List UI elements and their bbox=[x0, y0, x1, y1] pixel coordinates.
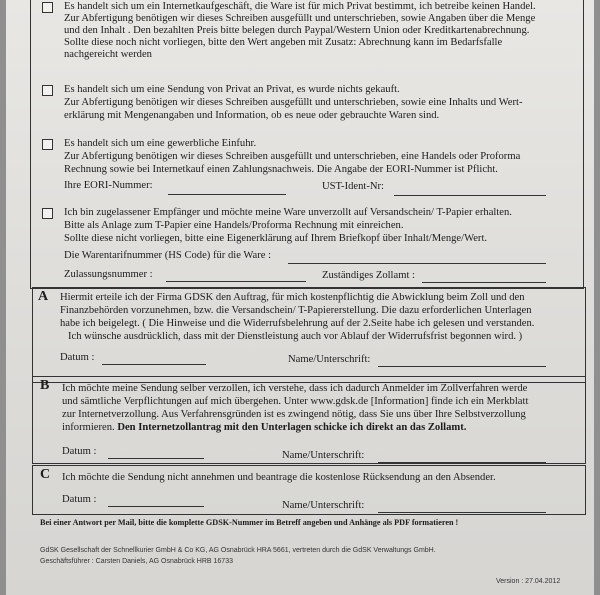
section-c-name-label: Name/Unterschrift: bbox=[282, 500, 365, 511]
section-a-line-2: Finanzbehörden vorzunehmen, bzw. die Versandschein/ T-Papiererstellung. Die dazu erforderlichen Unterlagen bbox=[60, 305, 532, 316]
section-a-name-label: Name/Unterschrift: bbox=[288, 354, 371, 365]
checkbox-commercial-import[interactable] bbox=[42, 139, 53, 150]
option-private-line-2: Zur Abfertigung benötigen wir dieses Schreiben ausgefüllt und unterschrieben, sowie Angaben über die Menge bbox=[64, 13, 536, 24]
customs-form-sheet bbox=[6, 0, 594, 595]
section-b-date-label: Datum : bbox=[62, 446, 97, 457]
footer-company: GdSK Gesellschaft der Schnellkurier GmbH & Co KG, AG Osnabrück HRA 5661, vertreten durch die GdSK Verwaltungs GmbH. bbox=[40, 547, 436, 554]
section-b-date-field[interactable] bbox=[108, 458, 204, 459]
footer-version: Version : 27.04.2012 bbox=[496, 578, 561, 585]
checkbox-approved-recipient[interactable] bbox=[42, 208, 53, 219]
ust-id-field[interactable] bbox=[394, 195, 546, 196]
section-a-date-label: Datum : bbox=[60, 352, 95, 363]
option-gift-line-1: Es handelt sich um eine Sendung von Privat an Privat, es wurde nichts gekauft. bbox=[64, 84, 400, 95]
section-c-signature-field[interactable] bbox=[378, 512, 546, 513]
option-approved-line-2: Bitte als Anlage zum T-Papier eine Handels/Proforma Rechnung mit einreichen. bbox=[64, 220, 404, 231]
checkbox-private-purchase[interactable] bbox=[42, 2, 53, 13]
option-commercial-line-1: Es handelt sich um eine gewerbliche Einfuhr. bbox=[64, 138, 257, 149]
section-a-line-1: Hiermit erteile ich der Firma GDSK den Auftrag, für mich kostenpflichtig die Abwicklung beim Zoll und den bbox=[60, 292, 525, 303]
section-b-signature-field[interactable] bbox=[378, 462, 546, 463]
option-commercial-line-2: Zur Abfertigung benötigen wir dieses Schreiben ausgefüllt und unterschrieben, eine Handels oder Proforma bbox=[64, 151, 521, 162]
section-c-date-label: Datum : bbox=[62, 494, 97, 505]
section-b-line-4-bold: Den Internetzollantrag mit den Unterlagen schicke ich direkt an das Zollamt. bbox=[117, 422, 467, 433]
mail-note: Bei einer Antwort per Mail, bitte die komplette GDSK-Nummer im Betreff angeben und Anhänge als PDF formatieren ! bbox=[40, 518, 459, 527]
option-approved-line-1: Ich bin zugelassener Empfänger und möchte meine Ware unverzollt auf Versandschein/ T-Papier erhalten. bbox=[64, 207, 512, 218]
zulassungsnummer-field[interactable] bbox=[166, 281, 306, 282]
section-c-date-field[interactable] bbox=[108, 506, 204, 507]
section-b-line-4-plain: informieren. bbox=[62, 422, 118, 433]
zollamt-field[interactable] bbox=[422, 282, 546, 283]
section-c-letter: C bbox=[40, 467, 51, 482]
section-b-name-label: Name/Unterschrift: bbox=[282, 450, 365, 461]
section-b-line-2: und sämtliche Verpflichtungen auf mich übergehen. Unter www.gdsk.de [Information] finde ich ein Merkblatt bbox=[62, 396, 529, 407]
section-a-date-field[interactable] bbox=[102, 364, 206, 365]
section-a-letter: A bbox=[38, 289, 49, 304]
section-b-line-1: Ich möchte meine Sendung selber verzollen, ich verstehe, dass ich dadurch Anmelder im Zollverfahren werde bbox=[62, 383, 528, 394]
option-private-line-1: Es handelt sich um ein Internetkaufgeschäft, die Ware ist für mich Privat bestimmt, ich betreibe keinen Handel. bbox=[64, 1, 536, 12]
option-gift-line-2: Zur Abfertigung benötigen wir dieses Schreiben ausgefüllt und unterschrieben, sowie eine Inhalts und Wert- bbox=[64, 97, 523, 108]
section-b-line-3: zur Internetverzollung. Aus Verfahrensgründen ist es zwingend nötig, dass Sie uns über Ihre Selbstverzollung bbox=[62, 409, 526, 420]
section-a-line-4: Ich wünsche ausdrücklich, dass mit der Dienstleistung auch vor Ablauf der Widerrufsfrist begonnen wird. ) bbox=[68, 331, 523, 342]
section-a-signature-field[interactable] bbox=[378, 366, 546, 367]
option-gift-line-3: erklärung mit Mengenangaben und Information, ob es neue oder gebrauchte Waren sind. bbox=[64, 110, 440, 121]
footer-ceo: Geschäftsführer : Carsten Daniels, AG Osnabrück HRB 16733 bbox=[40, 558, 233, 565]
eori-field[interactable] bbox=[168, 194, 286, 195]
section-a-line-3: habe ich beigelegt. ( Die Hinweise und die Widerrufsbelehrung auf der 2.Seite habe ich gelesen und verstanden. bbox=[60, 318, 535, 329]
option-private-line-3: und den Inhalt . Den bezahlten Preis bitte belegen durch Paypal/Western Union oder Kreditkartenabrechnung. bbox=[64, 25, 530, 36]
section-b-line-4 bbox=[62, 422, 466, 434]
section-c-line-1: Ich möchte die Sendung nicht annehmen und beantrage die kostenlose Rücksendung an den Absender. bbox=[62, 472, 496, 483]
eori-label: Ihre EORI-Nummer: bbox=[64, 180, 153, 191]
hs-code-label: Die Warentarifnummer (HS Code) für die Ware : bbox=[64, 250, 272, 261]
option-approved-line-3: Sollte diese nicht vorliegen, bitte eine Eigenerklärung auf Ihrem Briefkopf über Inhalt/Menge/Wert. bbox=[64, 233, 488, 244]
option-private-line-4: Sollte diese noch nicht vorliegen, bitte den Wert angeben mit Zusatz: Abrechnung kann im Bedarfsfalle bbox=[64, 37, 503, 48]
option-private-line-5: nachgereicht werden bbox=[64, 49, 152, 60]
checkbox-private-shipment[interactable] bbox=[42, 85, 53, 96]
section-b-letter: B bbox=[40, 378, 50, 393]
hs-code-field[interactable] bbox=[288, 263, 546, 264]
ust-id-label: UST-Ident-Nr: bbox=[322, 181, 384, 192]
option-commercial-line-3: Rechnung sowie bei Internetkauf einen Zahlungsnachweis. Die Angabe der EORI-Nummer ist Pflicht. bbox=[64, 164, 498, 175]
zollamt-label: Zuständiges Zollamt : bbox=[322, 270, 415, 281]
zulassungsnummer-label: Zulassungsnummer : bbox=[64, 269, 153, 280]
